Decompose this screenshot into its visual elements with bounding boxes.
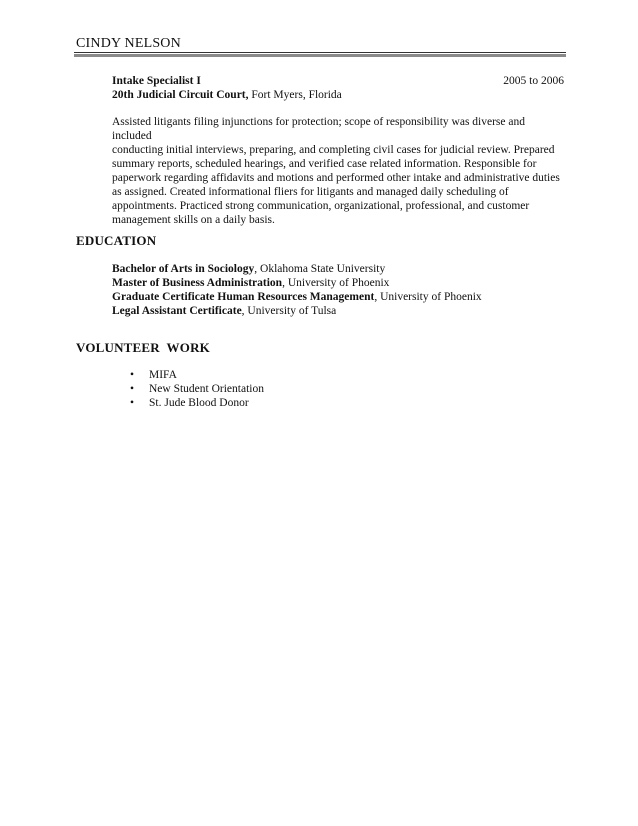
job-dates: 2005 to 2006 xyxy=(503,75,564,87)
education-degree: Master of Business Administration xyxy=(112,277,283,289)
list-item xyxy=(130,382,264,396)
volunteer-list xyxy=(130,368,264,410)
education-item xyxy=(112,276,572,290)
job-employer xyxy=(112,88,564,102)
job-title: Intake Specialist I xyxy=(112,75,201,87)
job-description-line: as assigned. Created informational fliers for litigants and managed daily scheduling of xyxy=(112,186,509,198)
header-rule-thin xyxy=(74,52,566,53)
volunteer-item-label: MIFA xyxy=(149,369,177,381)
education-school: , University of Phoenix xyxy=(374,291,482,303)
education-item xyxy=(112,262,572,276)
job-employer-location: Fort Myers, Florida xyxy=(248,89,342,101)
job-entry xyxy=(112,74,564,227)
job-description-line: appointments. Practiced strong communication, organizational, professional, and customer xyxy=(112,200,530,212)
education-school: , Oklahoma State University xyxy=(254,263,386,275)
education-heading: EDUCATION xyxy=(76,233,157,248)
education-item xyxy=(112,304,572,318)
education-degree: Legal Assistant Certificate xyxy=(112,305,242,317)
education-list xyxy=(112,262,572,318)
bullet-icon: • xyxy=(130,369,135,381)
job-description-line: management skills on a daily basis. xyxy=(112,214,275,226)
bullet-icon: • xyxy=(130,397,135,409)
job-title-row xyxy=(112,74,564,88)
volunteer-item-label: New Student Orientation xyxy=(149,383,264,395)
job-description-line: Assisted litigants filing injunctions for protection; scope of responsibility was diverse and included xyxy=(112,116,525,142)
education-school: , University of Tulsa xyxy=(241,305,337,317)
education-degree: Graduate Certificate Human Resources Management xyxy=(112,291,375,303)
job-description-line: paperwork regarding affidavits and motions and performed other intake and administrative duties xyxy=(112,172,560,184)
list-item xyxy=(130,368,264,382)
job-description-line: conducting initial interviews, preparing, and completing civil cases for judicial review. Prepared xyxy=(112,144,555,156)
list-item xyxy=(130,396,264,410)
education-item xyxy=(112,290,572,304)
job-description-line: summary reports, scheduled hearings, and verified case related information. Responsible for xyxy=(112,158,537,170)
bullet-icon: • xyxy=(130,383,135,395)
job-employer-name: 20th Judicial Circuit Court, xyxy=(112,89,249,101)
header-rule-thick xyxy=(74,54,566,57)
education-degree: Bachelor of Arts in Sociology xyxy=(112,263,255,275)
volunteer-heading: VOLUNTEER WORK xyxy=(76,340,210,355)
education-school: , University of Phoenix xyxy=(282,277,390,289)
header-name: CINDY NELSON xyxy=(76,36,181,51)
volunteer-item-label: St. Jude Blood Donor xyxy=(149,397,249,409)
job-description xyxy=(112,115,564,227)
